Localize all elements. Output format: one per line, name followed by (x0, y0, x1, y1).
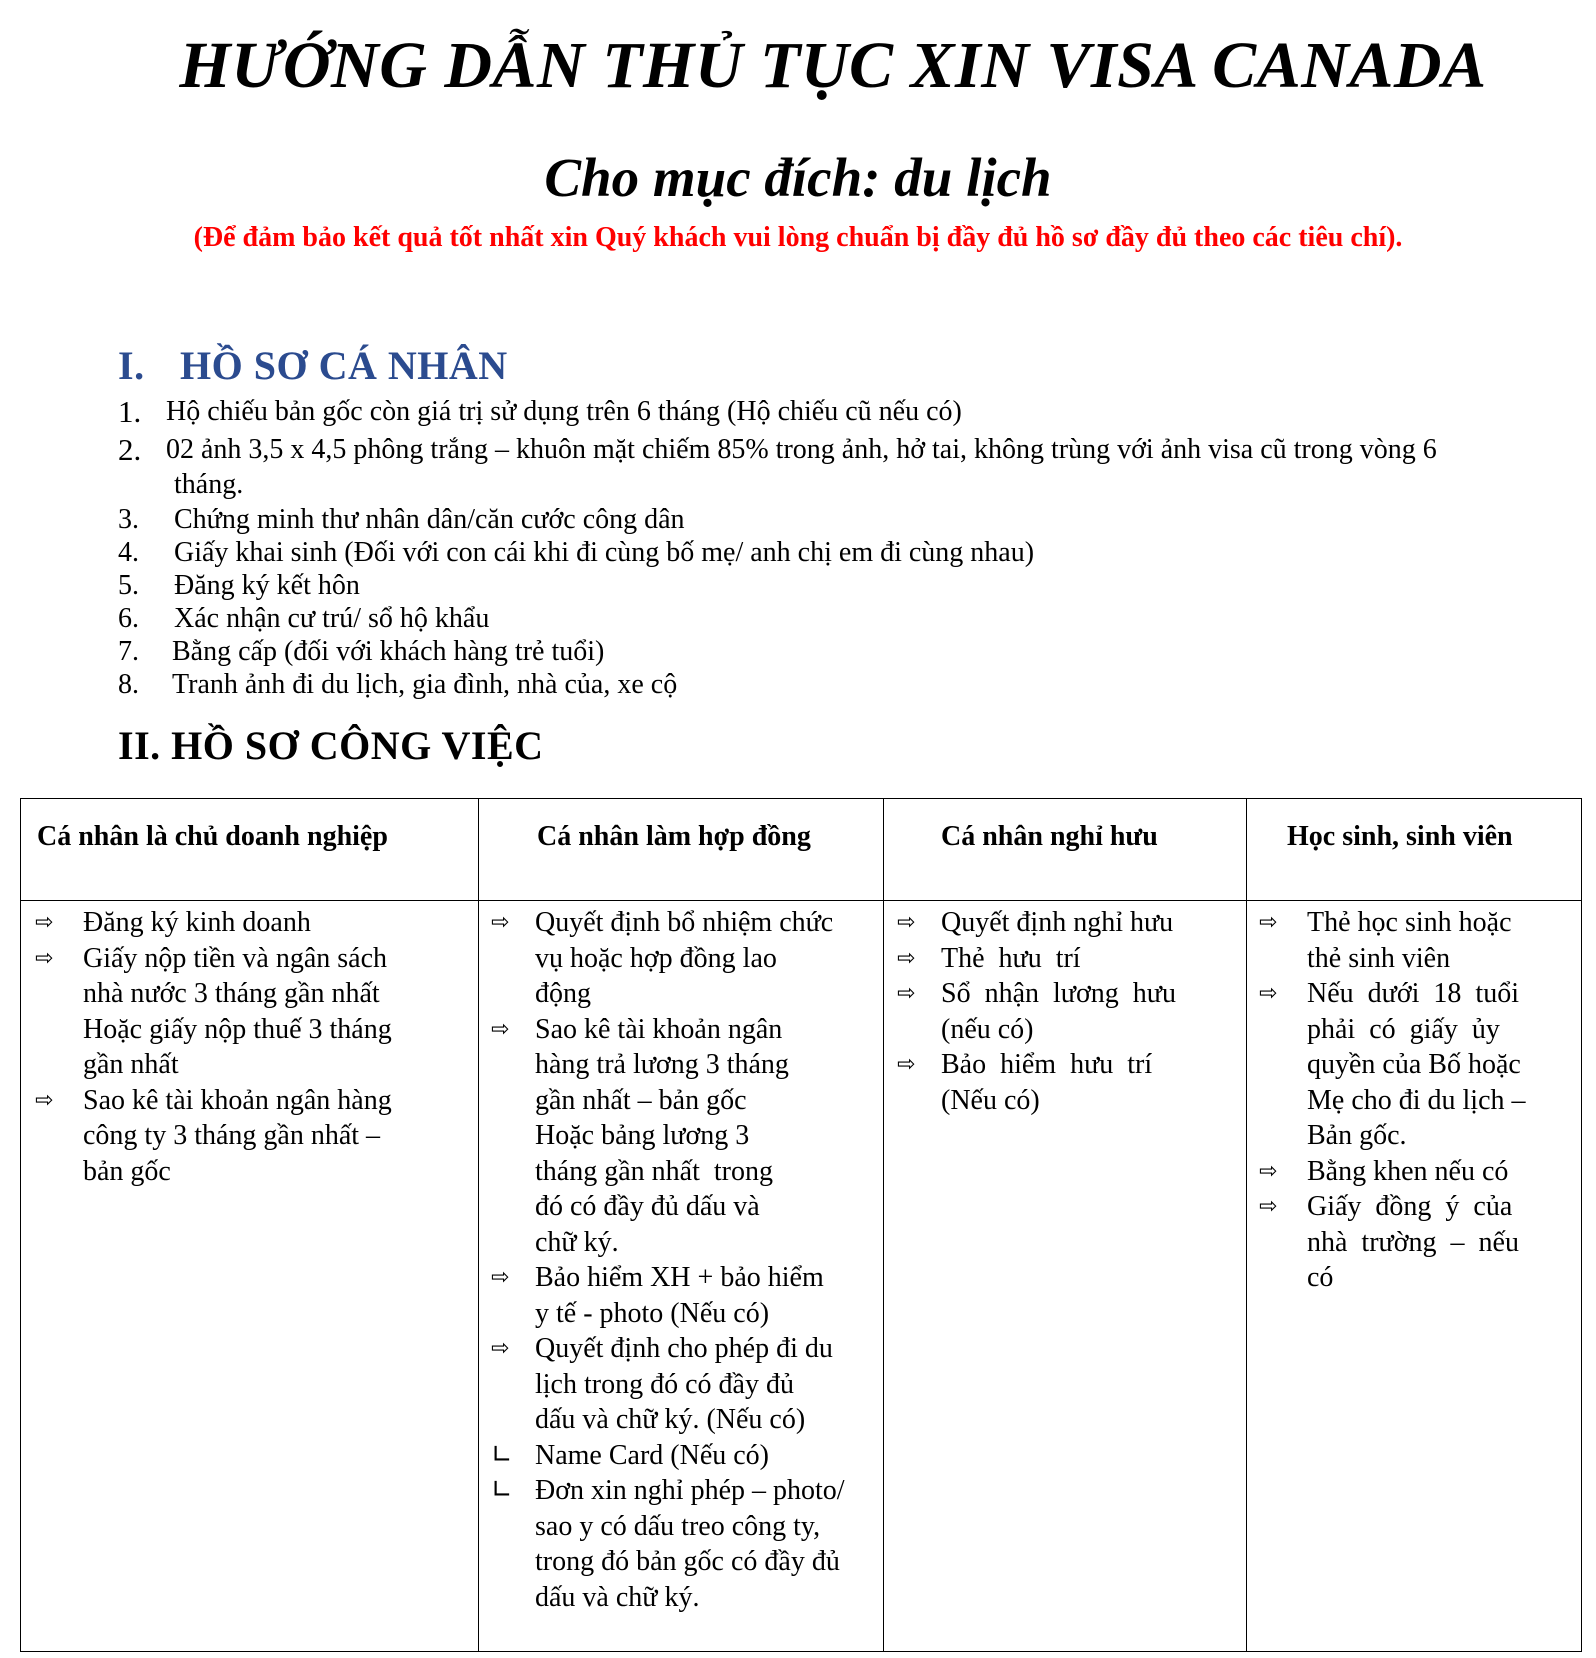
list-item (118, 432, 1578, 502)
table-item-line: Mẹ cho đi du lịch – (1307, 1084, 1526, 1116)
table-item-line: bản gốc (83, 1155, 171, 1187)
table-item-line: Sao kê tài khoản ngân (535, 1013, 783, 1045)
list-item (118, 601, 1578, 634)
table-item-line: Bảo hiểm XH + bảo hiểm (535, 1262, 824, 1293)
list-item-text: Bằng cấp (đối với khách hàng trẻ tuổi) (172, 636, 605, 667)
column-contract-employee (477, 905, 873, 1615)
table-item-line: Bản gốc. (1307, 1120, 1407, 1151)
table-item-line: động (535, 978, 591, 1009)
table-item (1245, 905, 1569, 976)
list-item (118, 502, 1578, 535)
table-item-line: Bằng khen nếu có (1307, 1155, 1509, 1187)
section-personal-number: I. (118, 343, 145, 388)
column-header-contract-employee: Cá nhân làm hợp đồng (537, 821, 811, 852)
table-item-line: Bảo hiểm hưu trí (941, 1049, 1153, 1080)
table-item (21, 1083, 461, 1190)
list-item-text: Xác nhận cư trú/ sổ hộ khẩu (174, 603, 490, 634)
table-item (21, 941, 461, 1083)
right-arrow-outline-icon: ⇨ (491, 1336, 510, 1361)
list-item (118, 568, 1578, 601)
table-item-line: chữ ký. (535, 1226, 619, 1258)
table-item-line: Đăng ký kinh doanh (83, 907, 311, 938)
list-item (118, 535, 1578, 568)
table-item-line: Thẻ học sinh hoặc (1307, 907, 1512, 938)
column-business-owner (21, 905, 461, 1189)
list-item-text: Đăng ký kết hôn (174, 570, 360, 601)
right-arrow-outline-icon: ⇨ (35, 1087, 54, 1113)
list-item-text: 02 ảnh 3,5 x 4,5 phông trắng – khuôn mặt chiếm 85% trong ảnh, hở tai, không trùng với ảnh visa cũ trong vòng 6 (166, 434, 1437, 465)
corner-bracket-icon: ∟ (491, 1439, 513, 1470)
column-header-business-owner: Cá nhân là chủ doanh nghiệp (37, 821, 388, 852)
table-item (883, 976, 1231, 1047)
right-arrow-outline-icon: ⇨ (897, 1052, 916, 1077)
list-item (118, 394, 1578, 432)
table-item-line: đó có đầy đủ dấu và (535, 1191, 760, 1222)
table-item-line: trong đó bản gốc có đầy đủ (535, 1546, 840, 1577)
table-item-line: lịch trong đó có đầy đủ (535, 1368, 794, 1400)
table-item-line: Giấy nộp tiền và ngân sách (83, 942, 388, 974)
column-header-student: Học sinh, sinh viên (1287, 821, 1513, 852)
table-item (883, 1047, 1231, 1118)
right-arrow-outline-icon: ⇨ (491, 910, 510, 935)
right-arrow-outline-icon: ⇨ (491, 1016, 510, 1042)
column-header-retiree: Cá nhân nghỉ hưu (941, 821, 1158, 852)
right-arrow-outline-icon: ⇨ (1259, 981, 1278, 1006)
table-item-line: dấu và chữ ký. (535, 1581, 700, 1613)
table-item-line: gần nhất – bản gốc (535, 1084, 747, 1116)
table-item (477, 1012, 873, 1261)
table-item-line: Quyết định nghỉ hưu (941, 907, 1174, 938)
table-item-line: vụ hoặc hợp đồng lao (535, 942, 777, 974)
right-arrow-outline-icon: ⇨ (35, 910, 54, 935)
column-student (1245, 905, 1569, 1296)
section-personal-title: HỒ SƠ CÁ NHÂN (180, 343, 508, 388)
table-item (477, 905, 873, 1012)
table-item-line: Giấy đồng ý của (1307, 1191, 1513, 1222)
table-item (477, 1260, 873, 1331)
table-item (477, 1473, 873, 1615)
table-item (883, 905, 1231, 941)
table-item (1245, 1154, 1569, 1190)
table-item (21, 905, 461, 941)
list-item-text: Chứng minh thư nhân dân/căn cước công dân (174, 504, 685, 535)
list-item-number: 3. (118, 504, 139, 535)
table-item-line: Quyết định cho phép đi du (535, 1333, 833, 1364)
right-arrow-outline-icon: ⇨ (1259, 910, 1278, 935)
list-item-number: 5. (118, 570, 139, 601)
right-arrow-outline-icon: ⇨ (1259, 1194, 1278, 1219)
table-item-line: thẻ sinh viên (1307, 942, 1451, 974)
table-item-line: tháng gần nhất trong (535, 1155, 773, 1187)
table-item-line: Nếu dưới 18 tuổi (1307, 978, 1519, 1009)
table-item-line: Thẻ hưu trí (941, 942, 1081, 974)
list-item-number: 4. (118, 537, 139, 568)
table-item (477, 1438, 873, 1474)
right-arrow-outline-icon: ⇨ (897, 910, 916, 935)
header-divider (21, 900, 1581, 901)
table-item (1245, 1189, 1569, 1296)
page-title: HƯỚNG DẪN THỦ TỤC XIN VISA CANADA (179, 29, 1487, 102)
right-arrow-outline-icon: ⇨ (897, 981, 916, 1006)
list-item-number: 1. (118, 394, 142, 429)
table-item-line: Hoặc bảng lương 3 (535, 1120, 750, 1151)
table-item-line: Quyết định bổ nhiệm chức (535, 907, 834, 938)
right-arrow-outline-icon: ⇨ (35, 945, 54, 971)
section-work-heading: II. HỒ SƠ CÔNG VIỆC (118, 723, 544, 768)
column-retiree (883, 905, 1231, 1118)
table-item-line: quyền của Bố hoặc (1307, 1049, 1521, 1080)
list-item-number: 6. (118, 603, 139, 634)
table-item-line: gần nhất (83, 1049, 179, 1080)
corner-bracket-icon: ∟ (491, 1475, 513, 1505)
table-item-line: Đơn xin nghỉ phép – photo/ (535, 1475, 845, 1506)
table-item (477, 1331, 873, 1438)
list-item-text-continued: tháng. (174, 469, 244, 500)
table-item-line: nhà nước 3 tháng gần nhất (83, 978, 380, 1009)
list-item-number: 2. (118, 432, 142, 467)
section-personal-heading (118, 342, 508, 389)
right-arrow-outline-icon: ⇨ (897, 945, 916, 971)
work-documents-table (20, 798, 1582, 1652)
table-item-line: (nếu có) (941, 1013, 1034, 1045)
table-item-line: có (1307, 1262, 1334, 1293)
table-item-line: Name Card (Nếu có) (535, 1439, 770, 1471)
table-item-line: phải có giấy ủy (1307, 1013, 1500, 1045)
table-item-line: hàng trả lương 3 tháng (535, 1049, 789, 1080)
table-item (883, 941, 1231, 977)
instruction-note: (Để đảm bảo kết quả tốt nhất xin Quý khách vui lòng chuẩn bị đầy đủ hồ sơ đầy đủ theo các tiêu chí). (193, 222, 1403, 253)
right-arrow-outline-icon: ⇨ (491, 1265, 510, 1290)
table-item-line: Sổ nhận lương hưu (941, 978, 1176, 1009)
right-arrow-outline-icon: ⇨ (1259, 1158, 1278, 1184)
table-item-line: Sao kê tài khoản ngân hàng (83, 1084, 392, 1116)
list-item-text: Hộ chiếu bản gốc còn giá trị sử dụng trên 6 tháng (Hộ chiếu cũ nếu có) (166, 396, 962, 427)
table-item-line: y tế - photo (Nếu có) (535, 1297, 770, 1329)
page-subtitle: Cho mục đích: du lịch (544, 147, 1052, 208)
table-item-line: công ty 3 tháng gần nhất – (83, 1120, 381, 1151)
list-item-number: 7. (118, 636, 139, 667)
list-item-number: 8. (118, 669, 139, 700)
table-item (1245, 976, 1569, 1154)
table-item-line: dấu và chữ ký. (Nếu có) (535, 1404, 806, 1435)
list-item (118, 667, 1578, 700)
table-item-line: (Nếu có) (941, 1084, 1040, 1116)
table-item-line: nhà trường – nếu (1307, 1226, 1519, 1258)
list-item-text: Tranh ảnh đi du lịch, gia đình, nhà của, xe cộ (172, 669, 678, 700)
table-item-line: Hoặc giấy nộp thuế 3 tháng (83, 1013, 392, 1045)
list-item (118, 634, 1578, 667)
personal-documents-list (118, 394, 1578, 700)
table-item-line: sao y có dấu treo công ty, (535, 1510, 821, 1542)
list-item-text: Giấy khai sinh (Đối với con cái khi đi cùng bố mẹ/ anh chị em đi cùng nhau) (174, 537, 1035, 568)
